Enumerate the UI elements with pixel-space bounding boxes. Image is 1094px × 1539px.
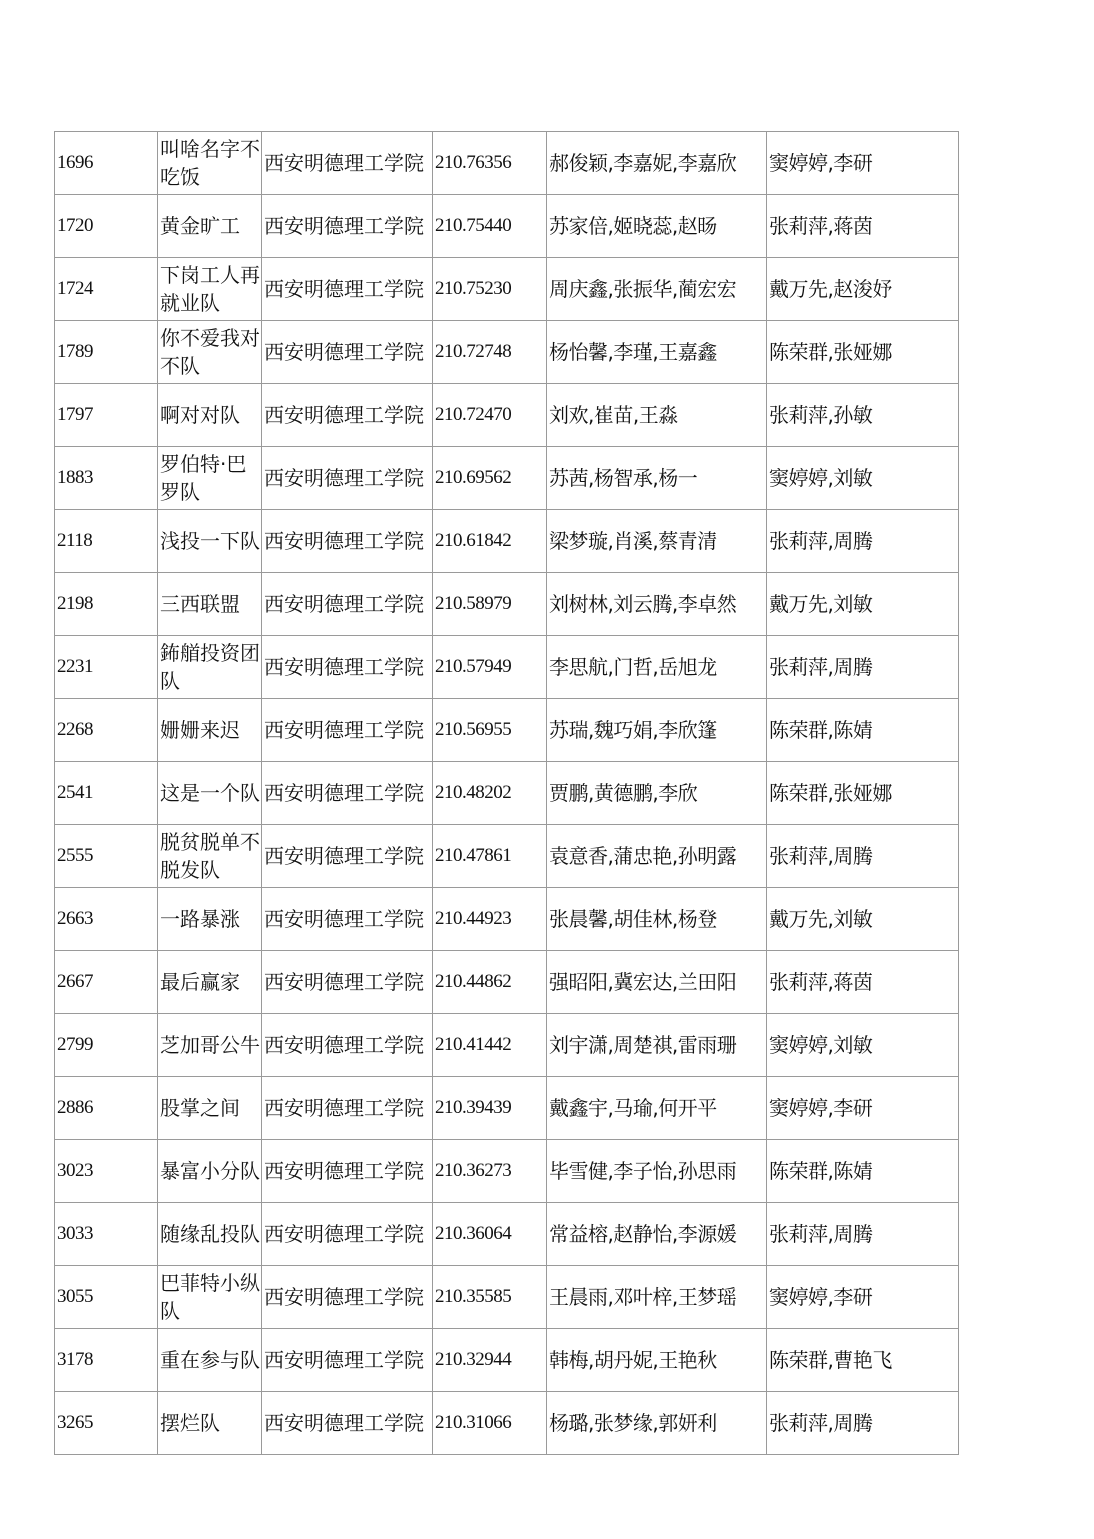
rank-cell: 1797: [55, 384, 158, 447]
rank-cell: 2118: [55, 510, 158, 573]
rank-cell: 1696: [55, 132, 158, 195]
score-cell: 210.36273: [433, 1140, 547, 1203]
advisors-cell: 张莉萍,蒋茵: [767, 195, 959, 258]
score-cell: 210.72470: [433, 384, 547, 447]
team-name-cell: 罗伯特·巴罗队: [158, 447, 262, 510]
advisors-cell: 张莉萍,周腾: [767, 510, 959, 573]
score-cell: 210.44923: [433, 888, 547, 951]
school-cell: 西安明德理工学院: [262, 699, 433, 762]
team-name-cell: 巴菲特小纵队: [158, 1266, 262, 1329]
school-cell: 西安明德理工学院: [262, 762, 433, 825]
rank-cell: 2667: [55, 951, 158, 1014]
table-row: [55, 1266, 959, 1329]
table-row: [55, 321, 959, 384]
advisors-cell: 戴万先,刘敏: [767, 888, 959, 951]
results-table: [54, 131, 959, 1455]
table-row: [55, 1014, 959, 1077]
team-name-cell: 三西联盟: [158, 573, 262, 636]
school-cell: 西安明德理工学院: [262, 447, 433, 510]
members-cell: 刘树林,刘云腾,李卓然: [547, 573, 767, 636]
team-name-cell: 叫啥名字不吃饭: [158, 132, 262, 195]
score-cell: 210.32944: [433, 1329, 547, 1392]
members-cell: 苏家倍,姬晓蕊,赵旸: [547, 195, 767, 258]
team-name-cell: 一路暴涨: [158, 888, 262, 951]
score-cell: 210.36064: [433, 1203, 547, 1266]
school-cell: 西安明德理工学院: [262, 636, 433, 699]
table-row: [55, 951, 959, 1014]
rank-cell: 2555: [55, 825, 158, 888]
team-name-cell: 姗姗来迟: [158, 699, 262, 762]
school-cell: 西安明德理工学院: [262, 195, 433, 258]
table-row: [55, 636, 959, 699]
members-cell: 贾鹏,黄德鹏,李欣: [547, 762, 767, 825]
team-name-cell: 脱贫脱单不脱发队: [158, 825, 262, 888]
rank-cell: 2799: [55, 1014, 158, 1077]
school-cell: 西安明德理工学院: [262, 258, 433, 321]
table-row: [55, 573, 959, 636]
members-cell: 苏瑞,魏巧娟,李欣篷: [547, 699, 767, 762]
members-cell: 刘宇潇,周楚祺,雷雨珊: [547, 1014, 767, 1077]
members-cell: 李思航,门哲,岳旭龙: [547, 636, 767, 699]
team-name-cell: 浅投一下队: [158, 510, 262, 573]
school-cell: 西安明德理工学院: [262, 1329, 433, 1392]
members-cell: 张晨馨,胡佳林,杨登: [547, 888, 767, 951]
table-row: [55, 1203, 959, 1266]
advisors-cell: 陈荣群,张娅娜: [767, 321, 959, 384]
team-name-cell: 你不爱我对不队: [158, 321, 262, 384]
advisors-cell: 窦婷婷,李研: [767, 1266, 959, 1329]
members-cell: 周庆鑫,张振华,蔺宏宏: [547, 258, 767, 321]
school-cell: 西安明德理工学院: [262, 951, 433, 1014]
score-cell: 210.61842: [433, 510, 547, 573]
members-cell: 梁梦璇,肖溪,蔡青清: [547, 510, 767, 573]
members-cell: 杨怡馨,李瑾,王嘉鑫: [547, 321, 767, 384]
advisors-cell: 陈荣群,陈婧: [767, 699, 959, 762]
school-cell: 西安明德理工学院: [262, 510, 433, 573]
school-cell: 西安明德理工学院: [262, 888, 433, 951]
team-name-cell: 芝加哥公牛: [158, 1014, 262, 1077]
score-cell: 210.31066: [433, 1392, 547, 1455]
team-name-cell: 摆烂队: [158, 1392, 262, 1455]
advisors-cell: 戴万先,刘敏: [767, 573, 959, 636]
table-row: [55, 384, 959, 447]
members-cell: 强昭阳,冀宏达,兰田阳: [547, 951, 767, 1014]
advisors-cell: 张莉萍,蒋茵: [767, 951, 959, 1014]
rank-cell: 1724: [55, 258, 158, 321]
table-row: [55, 825, 959, 888]
advisors-cell: 窦婷婷,李研: [767, 1077, 959, 1140]
rank-cell: 2198: [55, 573, 158, 636]
rank-cell: 3178: [55, 1329, 158, 1392]
table-row: [55, 1392, 959, 1455]
members-cell: 戴鑫宇,马瑜,何开平: [547, 1077, 767, 1140]
advisors-cell: 张莉萍,周腾: [767, 1392, 959, 1455]
rank-cell: 2231: [55, 636, 158, 699]
table-row: [55, 762, 959, 825]
school-cell: 西安明德理工学院: [262, 1077, 433, 1140]
advisors-cell: 窦婷婷,刘敏: [767, 1014, 959, 1077]
table-row: [55, 132, 959, 195]
school-cell: 西安明德理工学院: [262, 321, 433, 384]
school-cell: 西安明德理工学院: [262, 384, 433, 447]
team-name-cell: 暴富小分队: [158, 1140, 262, 1203]
rank-cell: 2886: [55, 1077, 158, 1140]
school-cell: 西安明德理工学院: [262, 1392, 433, 1455]
advisors-cell: 张莉萍,周腾: [767, 1203, 959, 1266]
score-cell: 210.69562: [433, 447, 547, 510]
advisors-cell: 戴万先,赵浚妤: [767, 258, 959, 321]
advisors-cell: 窦婷婷,李研: [767, 132, 959, 195]
rank-cell: 1883: [55, 447, 158, 510]
table-row: [55, 195, 959, 258]
table-row: [55, 1077, 959, 1140]
rank-cell: 3033: [55, 1203, 158, 1266]
score-cell: 210.44862: [433, 951, 547, 1014]
school-cell: 西安明德理工学院: [262, 1203, 433, 1266]
members-cell: 常益榕,赵静怡,李源媛: [547, 1203, 767, 1266]
school-cell: 西安明德理工学院: [262, 573, 433, 636]
table-row: [55, 699, 959, 762]
score-cell: 210.48202: [433, 762, 547, 825]
score-cell: 210.75230: [433, 258, 547, 321]
members-cell: 袁意香,蒲忠艳,孙明露: [547, 825, 767, 888]
table-row: [55, 258, 959, 321]
school-cell: 西安明德理工学院: [262, 1140, 433, 1203]
members-cell: 杨璐,张梦缘,郭妍利: [547, 1392, 767, 1455]
team-name-cell: 股掌之间: [158, 1077, 262, 1140]
table-row: [55, 510, 959, 573]
team-name-cell: 最后赢家: [158, 951, 262, 1014]
members-cell: 王晨雨,邓叶梓,王梦瑶: [547, 1266, 767, 1329]
score-cell: 210.72748: [433, 321, 547, 384]
advisors-cell: 陈荣群,陈婧: [767, 1140, 959, 1203]
school-cell: 西安明德理工学院: [262, 1014, 433, 1077]
members-cell: 韩梅,胡丹妮,王艳秋: [547, 1329, 767, 1392]
advisors-cell: 陈荣群,张娅娜: [767, 762, 959, 825]
score-cell: 210.47861: [433, 825, 547, 888]
score-cell: 210.39439: [433, 1077, 547, 1140]
table-row: [55, 447, 959, 510]
score-cell: 210.35585: [433, 1266, 547, 1329]
results-table-body: [55, 132, 959, 1455]
score-cell: 210.41442: [433, 1014, 547, 1077]
table-row: [55, 1140, 959, 1203]
advisors-cell: 陈荣群,曹艳飞: [767, 1329, 959, 1392]
score-cell: 210.56955: [433, 699, 547, 762]
school-cell: 西安明德理工学院: [262, 132, 433, 195]
rank-cell: 3023: [55, 1140, 158, 1203]
score-cell: 210.58979: [433, 573, 547, 636]
rank-cell: 2541: [55, 762, 158, 825]
team-name-cell: 下岗工人再就业队: [158, 258, 262, 321]
advisors-cell: 张莉萍,孙敏: [767, 384, 959, 447]
score-cell: 210.57949: [433, 636, 547, 699]
members-cell: 苏茜,杨智承,杨一: [547, 447, 767, 510]
score-cell: 210.76356: [433, 132, 547, 195]
team-name-cell: 黄金旷工: [158, 195, 262, 258]
members-cell: 毕雪健,李子怡,孙思雨: [547, 1140, 767, 1203]
team-name-cell: 啊对对队: [158, 384, 262, 447]
team-name-cell: 鈽艏投资团队: [158, 636, 262, 699]
table-row: [55, 888, 959, 951]
members-cell: 刘欢,崔苗,王淼: [547, 384, 767, 447]
members-cell: 郝俊颖,李嘉妮,李嘉欣: [547, 132, 767, 195]
rank-cell: 3055: [55, 1266, 158, 1329]
team-name-cell: 重在参与队: [158, 1329, 262, 1392]
team-name-cell: 随缘乱投队: [158, 1203, 262, 1266]
rank-cell: 1720: [55, 195, 158, 258]
team-name-cell: 这是一个队: [158, 762, 262, 825]
rank-cell: 1789: [55, 321, 158, 384]
score-cell: 210.75440: [433, 195, 547, 258]
rank-cell: 3265: [55, 1392, 158, 1455]
school-cell: 西安明德理工学院: [262, 825, 433, 888]
table-row: [55, 1329, 959, 1392]
rank-cell: 2268: [55, 699, 158, 762]
advisors-cell: 张莉萍,周腾: [767, 636, 959, 699]
advisors-cell: 窦婷婷,刘敏: [767, 447, 959, 510]
school-cell: 西安明德理工学院: [262, 1266, 433, 1329]
advisors-cell: 张莉萍,周腾: [767, 825, 959, 888]
rank-cell: 2663: [55, 888, 158, 951]
